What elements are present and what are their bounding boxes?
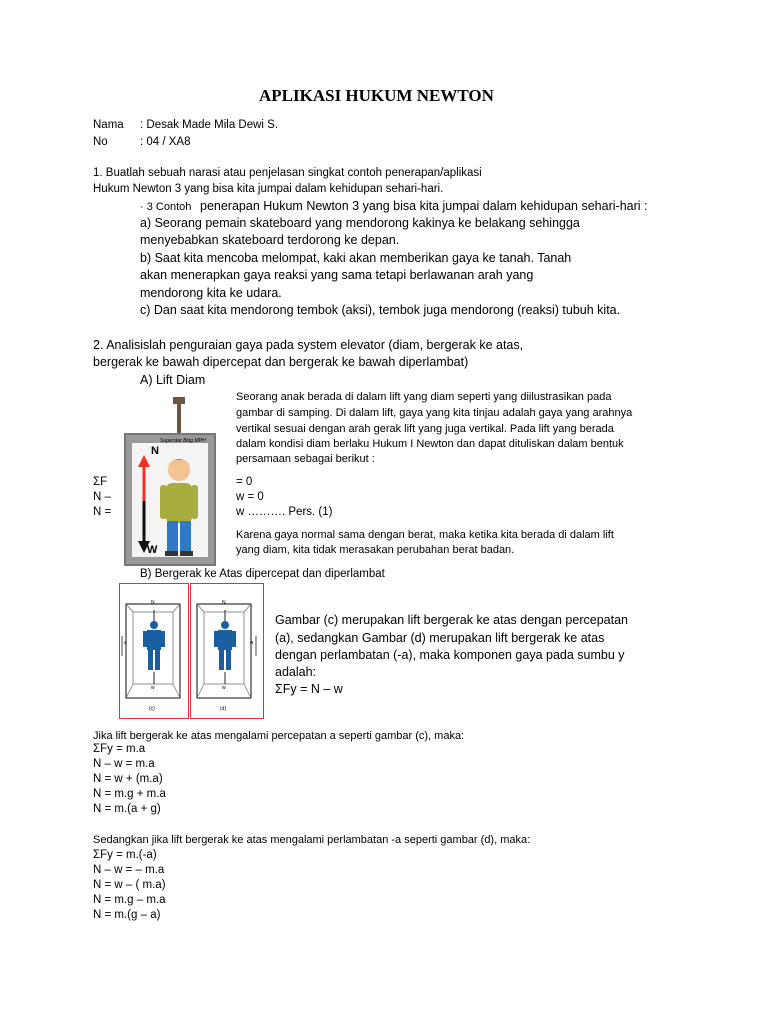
eq-left-2: N – <box>93 491 111 503</box>
fig-c-a: a <box>124 640 127 646</box>
para1-line2: gambar di samping. Di dalam lift, gaya yang kita tinjau adalah gaya yang arahnya <box>236 407 633 419</box>
w-label: W <box>147 544 158 556</box>
desc-b-line1: Gambar (c) merupakan lift bergerak ke atas dengan percepatan <box>275 613 628 627</box>
para2-line1: Karena gaya normal sama dengan berat, maka ketika kita berada di dalam lift <box>236 529 614 541</box>
decel-eq-3: N = w – ( m.a) <box>93 879 166 891</box>
decel-intro: Sedangkan jika lift bergerak ke atas mengalami perlambatan -a seperti gambar (d), maka: <box>93 834 531 846</box>
accel-intro: Jika lift bergerak ke atas mengalami percepatan a seperti gambar (c), maka: <box>93 730 465 742</box>
image-caption: Superstar Blog MPH <box>160 438 206 444</box>
lift-diam-figure <box>122 397 218 567</box>
nama-value: : Desak Made Mila Dewi S. <box>140 119 279 131</box>
no-label: No <box>93 136 108 148</box>
fig-d-n: N <box>222 600 226 606</box>
q1-b2: akan menerapkan gaya reaksi yang sama tetapi berlawanan arah yang <box>140 268 534 282</box>
para2-line2: yang diam, kita tidak merasakan perubahan berat badan. <box>236 544 515 556</box>
q2-line2: bergerak ke bawah dipercepat dan bergerak ke bawah diperlambat) <box>93 355 469 369</box>
accel-eq-2: N – w = m.a <box>93 758 155 770</box>
q1-c1: c) Dan saat kita mendorong tembok (aksi), tembok juga mendorong (reaksi) tubuh kita. <box>140 303 621 317</box>
para1-line4: dalam kondisi diam berlaku Hukum I Newton dan dapat dituliskan dalam bentuk <box>236 438 624 450</box>
accel-eq-3: N = w + (m.a) <box>93 773 163 785</box>
fig-d-w: w <box>222 685 226 691</box>
eq-right-1: = 0 <box>236 476 253 488</box>
fig-c-w: w <box>151 685 155 691</box>
q2-line1: 2. Analisislah penguraian gaya pada system elevator (diam, bergerak ke atas, <box>93 338 524 352</box>
n-label: N <box>151 445 159 457</box>
elevator-figure-c <box>119 583 189 719</box>
fig-c-label: (c) <box>149 706 155 712</box>
accel-eq-5: N = m.(a + g) <box>93 803 161 815</box>
q1-b3: mendorong kita ke udara. <box>140 286 282 300</box>
desc-b-line2: (a), sedangkan Gambar (d) merupakan lift bergerak ke atas <box>275 631 605 645</box>
nama-label: Nama <box>93 119 124 131</box>
para1-line1: Seorang anak berada di dalam lift yang diam seperti yang diilustrasikan pada <box>236 391 612 403</box>
desc-b-line4: adalah: <box>275 665 317 679</box>
eq-left-1: ΣF <box>93 476 108 488</box>
q1-intro-a: · 3 Contoh <box>140 201 192 213</box>
para1-line5: persamaan sebagai berikut : <box>236 453 375 465</box>
q1-b1: b) Saat kita mencoba melompat, kaki akan memberikan gaya ke tanah. Tanah <box>140 251 572 265</box>
desc-b-equation: ΣFy = N – w <box>275 682 343 696</box>
fig-c-n: N <box>151 600 155 606</box>
q1-line2: Hukum Newton 3 yang bisa kita jumpai dalam kehidupan sehari-hari. <box>93 183 444 195</box>
accel-eq-4: N = m.g + m.a <box>93 788 166 800</box>
page-title: APLIKASI HUKUM NEWTON <box>259 86 494 105</box>
desc-b-line3: dengan perlambatan (-a), maka komponen gaya pada sumbu y <box>275 648 625 662</box>
decel-eq-5: N = m.(g – a) <box>93 909 161 921</box>
section-b-heading: B) Bergerak ke Atas dipercepat dan diperlambat <box>140 568 385 580</box>
elevator-figure-d <box>190 583 264 719</box>
no-value: : 04 / XA8 <box>140 136 191 148</box>
eq-left-3: N = <box>93 506 112 518</box>
decel-eq-4: N = m.g – m.a <box>93 894 166 906</box>
q1-a1: a) Seorang pemain skateboard yang mendorong kakinya ke belakang sehingga <box>140 216 580 230</box>
decel-eq-1: ΣFy = m.(-a) <box>93 849 157 861</box>
section-a-heading: A) Lift Diam <box>140 373 206 387</box>
accel-eq-1: ΣFy = m.a <box>93 743 146 755</box>
para1-line3: vertikal sesuai dengan arah gerak lift yang juga vertikal. Pada lift yang berada <box>236 423 614 435</box>
fig-d-a: -a <box>249 640 254 646</box>
eq-right-3: w ………. Pers. (1) <box>236 506 333 518</box>
eq-right-2: w = 0 <box>236 491 264 503</box>
q1-a2: menyebabkan skateboard terdorong ke depan. <box>140 233 400 247</box>
q1-intro-b: penerapan Hukum Newton 3 yang bisa kita jumpai dalam kehidupan sehari-hari : <box>200 199 648 213</box>
decel-eq-2: N – w = – m.a <box>93 864 165 876</box>
fig-d-label: (d) <box>220 706 227 712</box>
q1-line1: 1. Buatlah sebuah narasi atau penjelasan singkat contoh penerapan/aplikasi <box>93 167 482 179</box>
